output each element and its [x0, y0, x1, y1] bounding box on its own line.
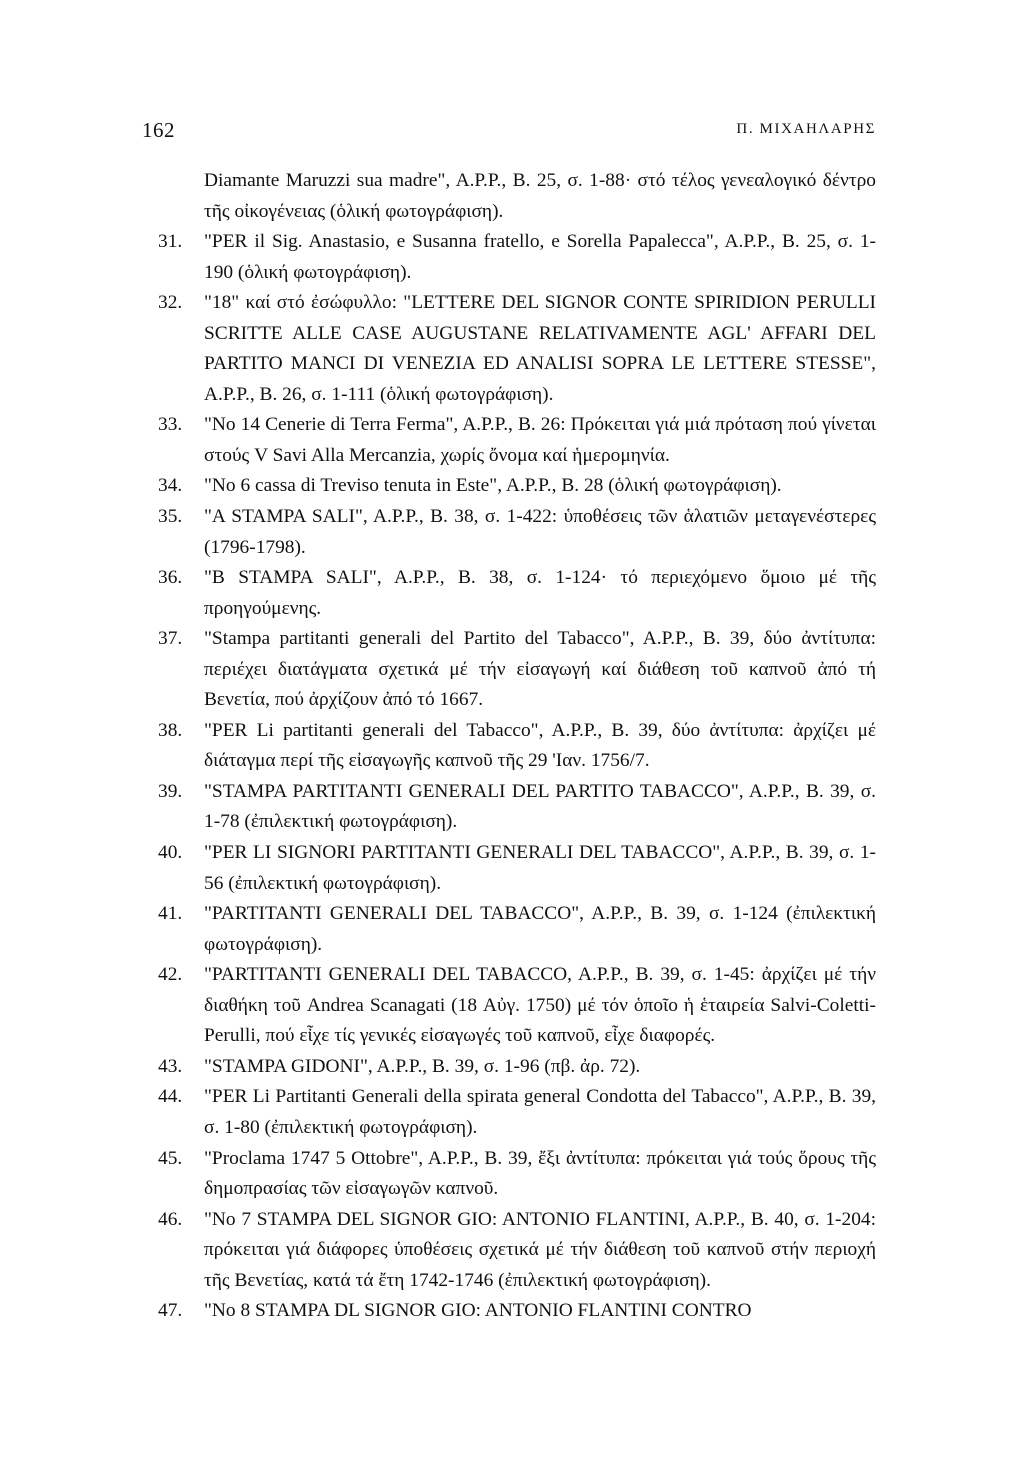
note-number: 44. [158, 1086, 183, 1108]
note-item [158, 1296, 876, 1327]
notes-list [158, 166, 876, 1327]
note-item [158, 838, 876, 899]
note-text: "No 14 Cenerie di Terra Ferma", A.P.P., B. 26: Πρόκειται γιά μιά πρόταση πού γίνεται στούς V Savi Alla Mercanzia, χωρίς ὄνομα καί ἡμερομηνία. [204, 414, 876, 466]
note-text: "B STAMPA SALI", A.P.P., B. 38, σ. 1-124· τό περιεχόμενο ὅμοιο μέ τῆς προηγούμενης. [204, 567, 876, 619]
note-number: 46. [158, 1208, 183, 1230]
note-item [158, 471, 876, 502]
note-number: 42. [158, 964, 183, 986]
note-number: 41. [158, 903, 183, 925]
note-text: "STAMPA PARTITANTI GENERALI DEL PARTITO TABACCO", A.P.P., B. 39, σ. 1-78 (ἐπιλεκτική φωτογράφιση). [204, 780, 876, 833]
note-text: "PARTITANTI GENERALI DEL TABACCO, A.P.P., B. 39, σ. 1-45: ἀρχίζει μέ τήν διαθήκη τοῦ Andrea Scanagati (18 Αὐγ. 1750) μέ τόν ὁποῖο ἡ ἑταιρεία Salvi-Coletti-Perulli, πού εἶχε τίς γενικές εἰσαγωγές τοῦ καπνοῦ, εἶχε διαφορές. [204, 964, 876, 1047]
note-number: 35. [158, 506, 183, 528]
note-text: "No 8 STAMPA DL SIGNOR GIO: ANTONIO FLANTINI CONTRO [204, 1300, 752, 1322]
note-number: 36. [158, 567, 183, 589]
note-item [158, 624, 876, 716]
note-number: 32. [158, 292, 183, 314]
running-head [142, 118, 876, 148]
note-item [158, 1205, 876, 1297]
note-number: 31. [158, 231, 183, 253]
note-number: 39. [158, 780, 183, 802]
note-text: "No 7 STAMPA DEL SIGNOR GIO: ANTONIO FLANTINI, A.P.P., B. 40, σ. 1-204: πρόκειται γιά διάφορες ὑποθέσεις σχετικά μέ τήν διάθεση τοῦ καπνοῦ στήν περιοχή τῆς Βενετίας, κατά τά ἔτη 1742-1746 (ἐπιλεκτική φωτογράφιση). [204, 1208, 876, 1291]
note-text: "No 6 cassa di Treviso tenuta in Este", A.P.P., B. 28 (ὁλική φωτογράφιση). [204, 475, 782, 497]
note-item [158, 899, 876, 960]
note-number: 34. [158, 475, 183, 497]
note-item [158, 1144, 876, 1205]
note-text: "PER Li partitanti generali del Tabacco", A.P.P., B. 39, δύο ἀντίτυπα: ἀρχίζει μέ διάταγμα περί τῆς εἰσαγωγῆς καπνοῦ τῆς 29 'Ιαν. 1756/7. [204, 719, 876, 772]
note-continuation-text: Diamante Maruzzi sua madre", A.P.P., B. 25, σ. 1-88· στό τέλος γενεαλογικό δέντρο τῆς οἰκογένειας (ὁλική φωτογράφιση). [204, 170, 876, 222]
note-number: 40. [158, 842, 183, 864]
note-number: 37. [158, 628, 183, 650]
note-text: "Stampa partitanti generali del Partito del Tabacco", A.P.P., B. 39, δύο ἀντίτυπα: περιέχει διατάγματα σχετικά μέ τήν εἰσαγωγή καί διάθεση τοῦ καπνοῦ ἀπό τή Βενετία, πού ἀρχίζουν ἀπό τό 1667. [204, 628, 876, 711]
note-item [158, 502, 876, 563]
note-item [158, 716, 876, 777]
note-item [158, 288, 876, 410]
note-number: 43. [158, 1055, 183, 1077]
note-text: "PER il Sig. Anastasio, e Susanna fratello, e Sorella Papalecca", A.P.P., B. 25, σ. 1-190 (ὁλική φωτογράφιση). [204, 231, 876, 283]
note-text: "PER Li Partitanti Generali della spirata general Condotta del Tabacco", A.P.P., B. 39, σ. 1-80 (ἐπιλεκτική φωτογράφιση). [204, 1086, 876, 1138]
note-number: 33. [158, 414, 183, 436]
note-text: "18" καί στό ἐσώφυλλο: "LETTERE DEL SIGNOR CONTE SPIRIDION PERULLI SCRITTE ALLE CASE AUGUSTANE RELATIVAMENTE AGL' AFFARI DEL PARTITO MANCI DI VENEZIA ED ANALISI SOPRA LE LETTERE STESSE", A.P.P., B. 26, σ. 1-111 (ὁλική φωτογράφιση). [204, 292, 876, 405]
note-number: 45. [158, 1147, 183, 1169]
running-head-author: Π. ΜΙΧΑΗΛΑΡΗΣ [736, 121, 876, 137]
note-number: 38. [158, 719, 183, 741]
note-number: 47. [158, 1300, 183, 1322]
note-item [158, 1082, 876, 1143]
note-continuation [158, 166, 876, 227]
note-item [158, 777, 876, 838]
note-text: "PER LI SIGNORI PARTITANTI GENERALI DEL TABACCO", A.P.P., B. 39, σ. 1-56 (ἐπιλεκτική φωτογράφιση). [204, 842, 876, 894]
note-text: "PARTITANTI GENERALI DEL TABACCO", A.P.P., B. 39, σ. 1-124 (ἐπιλεκτική φωτογράφιση). [204, 903, 876, 955]
note-item [158, 410, 876, 471]
note-text: "STAMPA GIDONI", A.P.P., B. 39, σ. 1-96 (πβ. ἀρ. 72). [204, 1055, 641, 1077]
note-item [158, 960, 876, 1052]
note-item [158, 1052, 876, 1083]
page-number: 162 [142, 118, 175, 142]
note-item [158, 227, 876, 288]
note-item [158, 563, 876, 624]
note-text: "Proclama 1747 5 Ottobre", A.P.P., B. 39, ἔξι ἀντίτυπα: πρόκειται γιά τούς ὅρους τῆς δημοπρασίας τῶν εἰσαγωγῶν καπνοῦ. [204, 1147, 876, 1200]
note-text: "A STAMPA SALI", A.P.P., B. 38, σ. 1-422: ὑποθέσεις τῶν ἁλατιῶν μεταγενέστερες (1796-1798). [204, 506, 876, 558]
